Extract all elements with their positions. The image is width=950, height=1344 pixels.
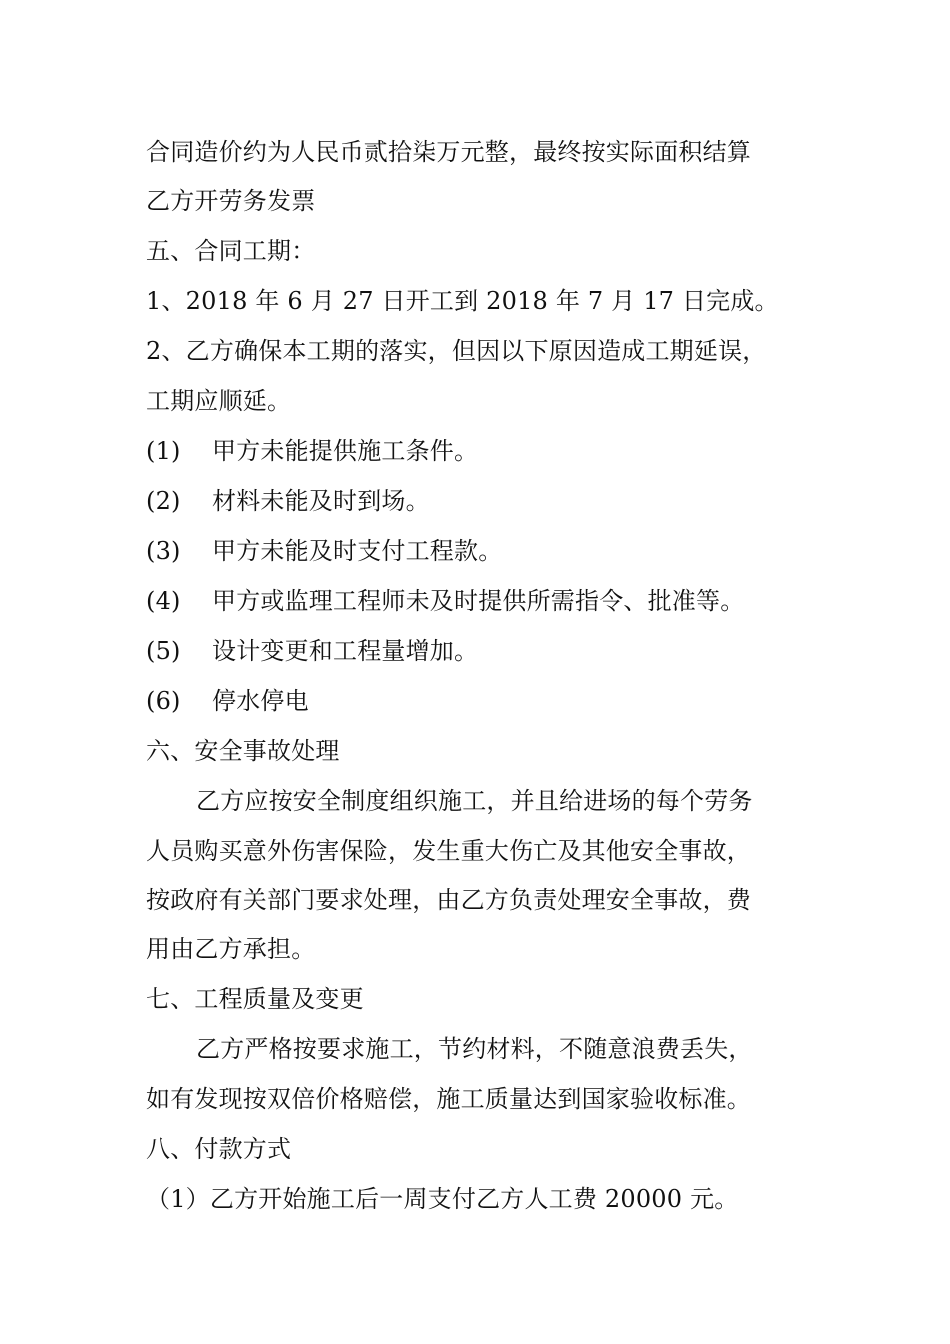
list-item-number: (3) [146, 537, 181, 565]
section5-heading: 五、合同工期： [146, 237, 316, 265]
section6-paragraph-line: 人员购买意外伤害保险，发生重大伤亡及其他安全事故， [146, 837, 751, 865]
section8-heading: 八、付款方式 [146, 1135, 292, 1163]
section7-paragraph-line: 乙方严格按要求施工，节约材料，不随意浪费丢失， [196, 1035, 753, 1063]
list-item [146, 586, 744, 616]
list-item-number: (2) [146, 487, 181, 515]
section6-heading: 六、安全事故处理 [146, 737, 340, 765]
list-item-text: 设计变更和工程量增加。 [212, 637, 479, 665]
section6-paragraph-line: 用由乙方承担。 [146, 935, 316, 963]
list-item [146, 436, 478, 466]
list-item-number: (5) [146, 637, 181, 665]
contract-price-line: 合同造价约为人民币贰拾柒万元整，最终按实际面积结算 [146, 138, 751, 166]
list-item [146, 486, 430, 516]
section7-heading: 七、工程质量及变更 [146, 985, 364, 1013]
list-item [146, 636, 478, 666]
list-item-text: 甲方未能提供施工条件。 [212, 437, 479, 465]
list-item-number: (6) [146, 687, 181, 715]
list-item [146, 536, 502, 566]
list-item-number: (4) [146, 587, 181, 615]
section6-paragraph-line: 按政府有关部门要求处理，由乙方负责处理安全事故，费 [146, 886, 751, 914]
list-item-text: 停水停电 [212, 687, 309, 715]
schedule-line-2-cont: 工期应顺延。 [146, 387, 292, 415]
payment-line: （1）乙方开始施工后一周支付乙方人工费 20000 元。 [146, 1185, 739, 1213]
list-item [146, 686, 309, 716]
section6-paragraph-line: 乙方应按安全制度组织施工，并且给进场的每个劳务 [196, 787, 753, 815]
invoice-line: 乙方开劳务发票 [146, 187, 316, 215]
schedule-line-2: 2、乙方确保本工期的落实，但因以下原因造成工期延误， [146, 337, 767, 365]
list-item-text: 甲方或监理工程师未及时提供所需指令、批准等。 [212, 587, 745, 615]
list-item-number: (1) [146, 437, 181, 465]
schedule-line-1: 1、2018 年 6 月 27 日开工到 2018 年 7 月 17 日完成。 [146, 287, 779, 315]
section7-paragraph-line: 如有发现按双倍价格赔偿，施工质量达到国家验收标准。 [146, 1085, 751, 1113]
list-item-text: 材料未能及时到场。 [212, 487, 430, 515]
list-item-text: 甲方未能及时支付工程款。 [212, 537, 503, 565]
